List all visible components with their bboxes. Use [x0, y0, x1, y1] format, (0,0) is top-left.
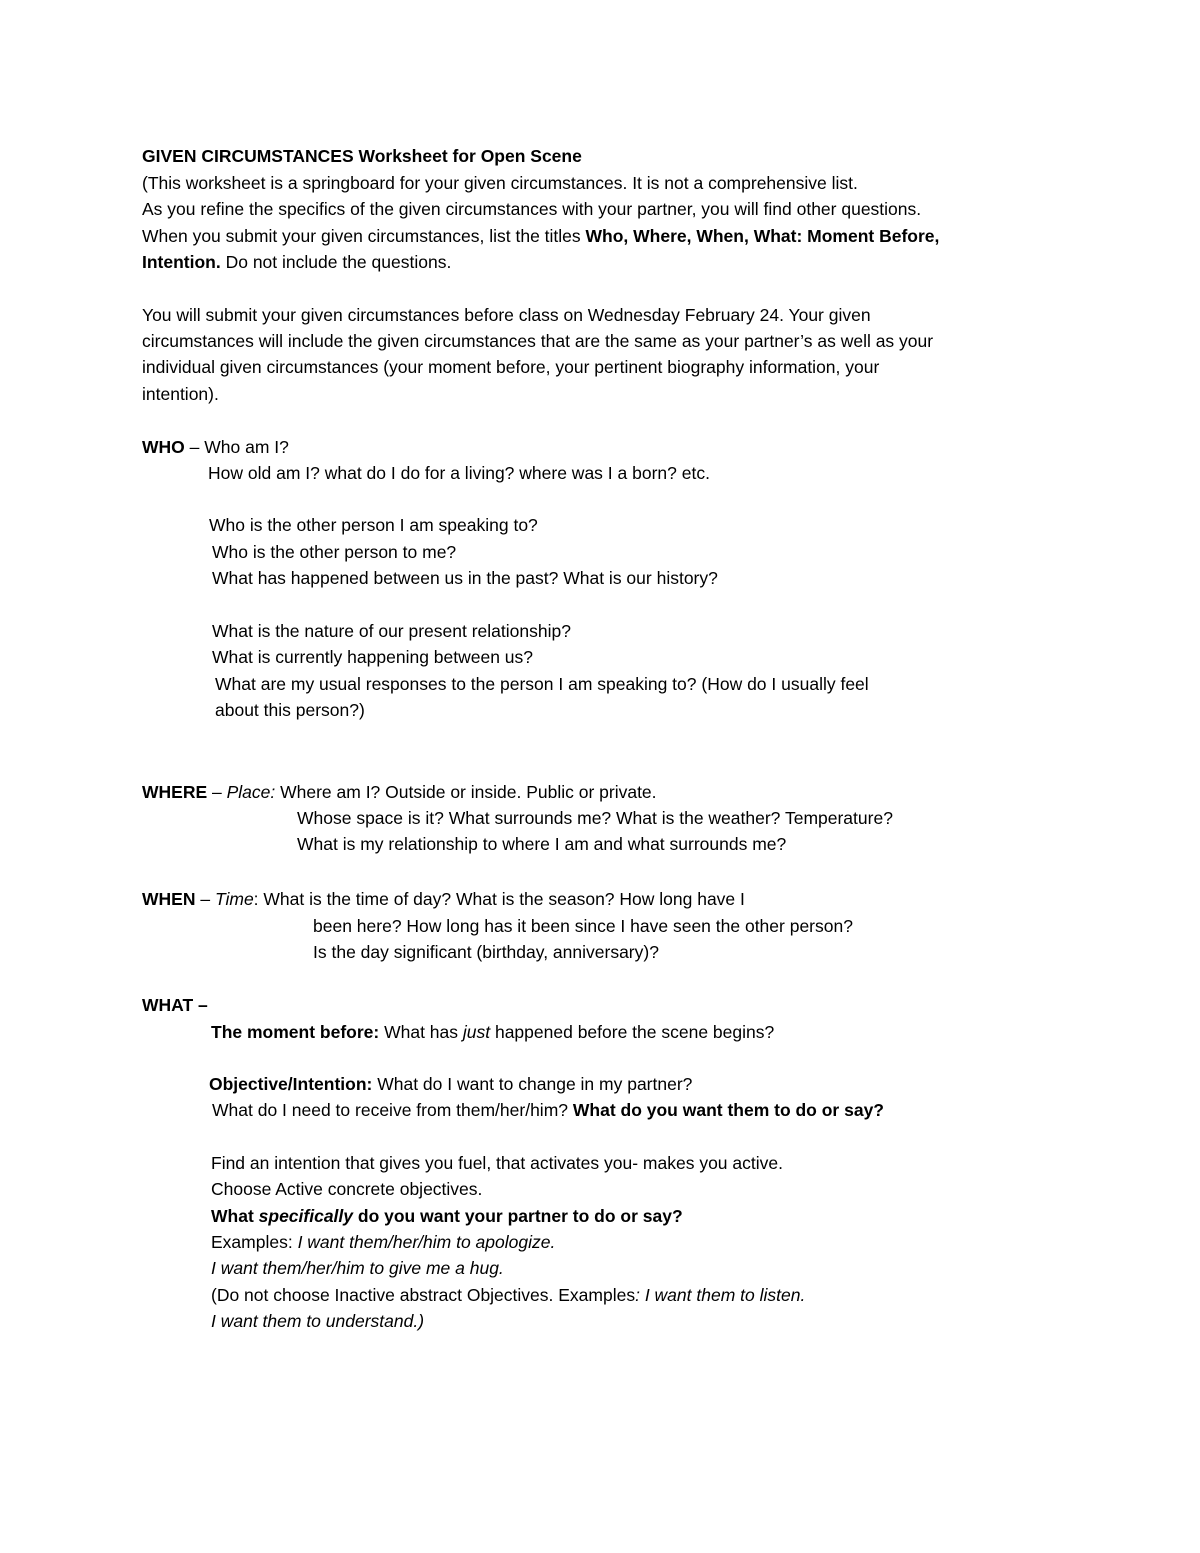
intro-line-2: As you refine the specifics of the given circumstances with your partner, you will find other questions. — [142, 199, 922, 219]
where-question: What is my relationship to where I am and what surrounds me? — [297, 834, 787, 854]
submit-line-4: intention). — [142, 384, 219, 404]
intention-tip: What specifically do you want your partner to do or say? — [211, 1206, 683, 1226]
who-question: What is the nature of our present relationship? — [212, 621, 571, 641]
when-question: Is the day significant (birthday, anniversary)? — [313, 942, 659, 962]
who-question: Who is the other person I am speaking to? — [209, 515, 538, 535]
submit-line-3: individual given circumstances (your moment before, your pertinent biography information, your — [142, 357, 880, 377]
intention-tip: Find an intention that gives you fuel, that activates you- makes you active. — [211, 1153, 783, 1173]
who-question: about this person?) — [215, 700, 365, 720]
intro-line-1: (This worksheet is a springboard for your given circumstances. It is not a comprehensive list. — [142, 173, 858, 193]
when-question: been here? How long has it been since I have seen the other person? — [313, 916, 853, 936]
who-question: How old am I? what do I do for a living? where was I a born? etc. — [208, 463, 710, 483]
examples-line: Examples: I want them/her/him to apologize. — [211, 1232, 556, 1252]
what-heading: WHAT – — [142, 995, 208, 1015]
who-question: What is currently happening between us? — [212, 647, 534, 667]
inactive-examples-line: (Do not choose Inactive abstract Objectives. Examples: I want them to listen. — [211, 1285, 806, 1305]
who-heading: WHO – Who am I? — [142, 437, 289, 457]
who-question: What has happened between us in the past? What is our history? — [212, 568, 718, 588]
moment-before-line: The moment before: What has just happened before the scene begins? — [211, 1022, 775, 1042]
example-line: I want them/her/him to give me a hug. — [211, 1258, 504, 1278]
where-heading: WHERE – Place: Where am I? Outside or inside. Public or private. — [142, 782, 657, 802]
example-line: I want them to understand.) — [211, 1311, 425, 1331]
intention-tip: Choose Active concrete objectives. — [211, 1179, 483, 1199]
who-question: Who is the other person to me? — [212, 542, 457, 562]
objective-line: Objective/Intention: What do I want to change in my partner? — [209, 1074, 693, 1094]
who-question: What are my usual responses to the person I am speaking to? (How do I usually feel — [215, 674, 869, 694]
submit-line-1: You will submit your given circumstances before class on Wednesday February 24. Your given — [142, 305, 871, 325]
intro-line-4: Intention. Do not include the questions. — [142, 252, 452, 272]
submit-line-2: circumstances will include the given circumstances that are the same as your partner’s as well as your — [142, 331, 934, 351]
when-heading: WHEN – Time: What is the time of day? What is the season? How long have I — [142, 889, 745, 909]
document-title: GIVEN CIRCUMSTANCES Worksheet for Open Scene — [142, 146, 582, 166]
where-question: Whose space is it? What surrounds me? What is the weather? Temperature? — [297, 808, 893, 828]
objective-line-2: What do I need to receive from them/her/him? What do you want them to do or say? — [212, 1100, 884, 1120]
intro-line-3: When you submit your given circumstances, list the titles Who, Where, When, What: Moment Before, — [142, 226, 940, 246]
